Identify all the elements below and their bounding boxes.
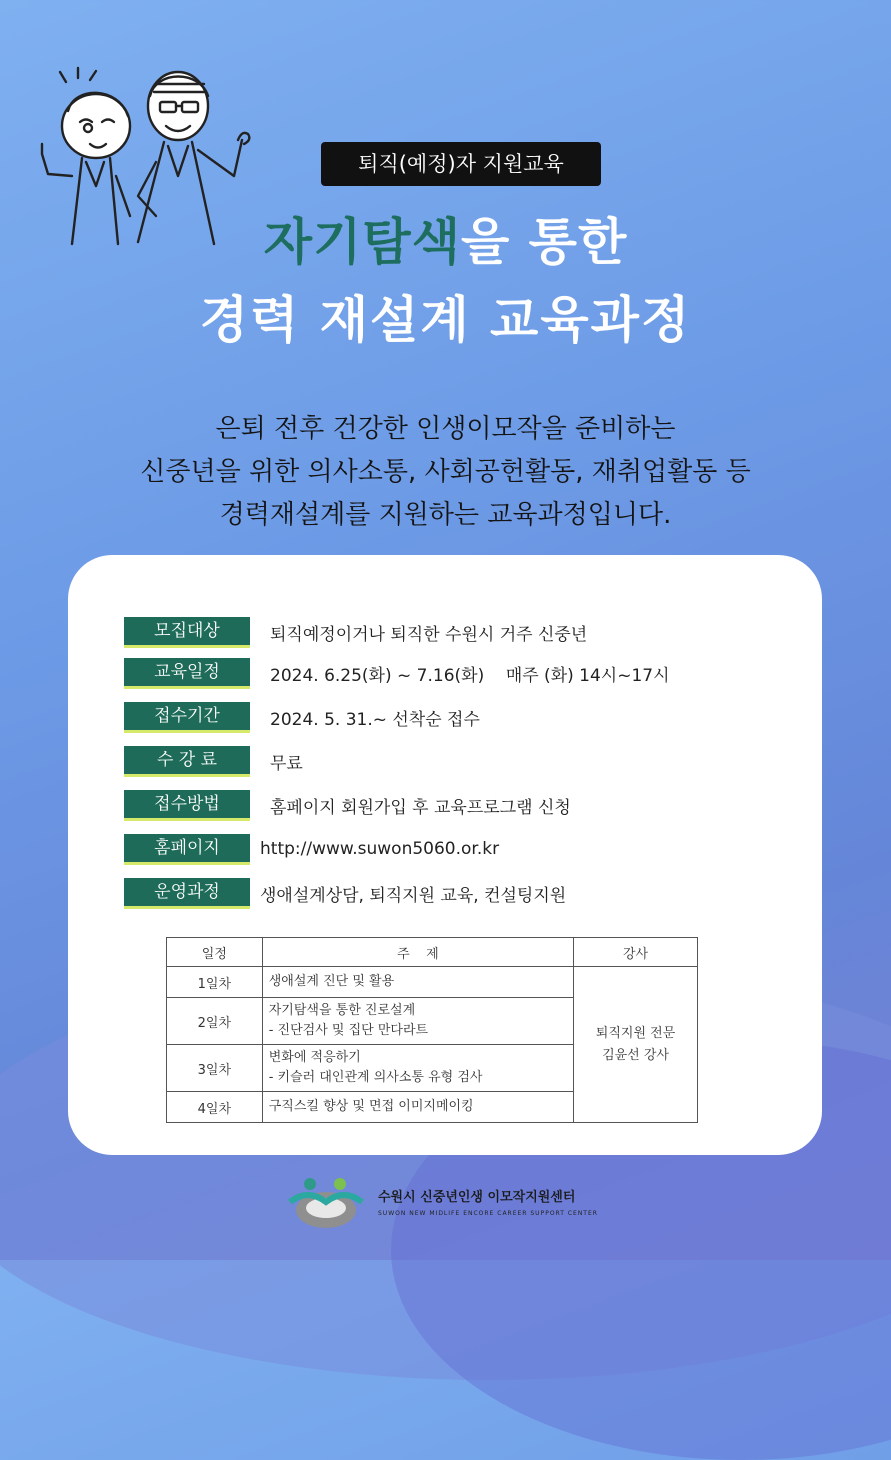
schedule-header-row — [167, 938, 698, 967]
info-row-application-period — [124, 702, 480, 732]
topic-line: 변화에 적응하기 — [268, 1050, 361, 1065]
topic-line: 구직스킬 향상 및 면접 이미지메이킹 — [268, 1099, 474, 1114]
info-row-homepage — [124, 834, 499, 864]
column-header-instructor: 강사 — [574, 938, 698, 967]
info-row-schedule — [124, 658, 670, 688]
description-line: 신중년을 위한 의사소통, 사회공헌활동, 재취업활동 등 — [140, 457, 751, 487]
schedule-day: 2일차 — [167, 998, 263, 1045]
title-rest: 을 통한 — [460, 213, 628, 271]
schedule-topic — [262, 1092, 573, 1123]
center-name: 수원시 신중년인생 이모작지원센터 — [378, 1190, 576, 1205]
info-label: 운영과정 — [124, 878, 250, 909]
homepage-link[interactable]: http://www.suwon5060.or.kr — [260, 839, 500, 859]
info-value: 생애설계상담, 퇴직지원 교육, 컨설팅지원 — [260, 885, 567, 906]
center-logo-icon — [286, 1176, 372, 1232]
info-label: 모집대상 — [124, 617, 250, 648]
info-row-recruit-target — [124, 617, 587, 647]
info-value: 2024. 5. 31.~ 선착순 접수 — [270, 709, 480, 730]
schedule-day: 1일차 — [167, 967, 263, 998]
topic-line: 자기탐색을 통한 진로설계 — [268, 1003, 416, 1018]
schedule-topic — [262, 998, 573, 1045]
info-label: 접수기간 — [124, 702, 250, 733]
main-title-line1 — [0, 202, 891, 274]
footer-logo — [286, 1176, 626, 1232]
description-line: 경력재설계를 지원하는 교육과정입니다. — [219, 500, 672, 530]
schedule-topic — [262, 967, 573, 998]
description-line: 은퇴 전후 건강한 인생이모작을 준비하는 — [215, 414, 676, 444]
schedule-day: 3일차 — [167, 1045, 263, 1092]
info-card — [68, 555, 822, 1155]
schedule-instructor — [574, 967, 698, 1123]
topic-subline: - 진단검사 및 집단 만다라트 — [268, 1023, 429, 1038]
main-title-line2: 경력 재설계 교육과정 — [199, 291, 692, 349]
info-label: 홈페이지 — [124, 834, 250, 865]
column-header-topic: 주 제 — [262, 938, 573, 967]
topic-line: 생애설계 진단 및 활용 — [268, 974, 395, 989]
topic-subline: - 키슬러 대인관계 의사소통 유형 검사 — [268, 1070, 483, 1085]
info-row-operating-courses — [124, 878, 566, 908]
info-value: 홈페이지 회원가입 후 교육프로그램 신청 — [270, 797, 571, 818]
program-category-tag: 퇴직(예정)자 지원교육 — [321, 142, 601, 186]
info-value: 2024. 6.25(화) ~ 7.16(화) 매주 (화) 14시~17시 — [270, 665, 670, 686]
info-row-fee — [124, 746, 303, 776]
schedule-topic — [262, 1045, 573, 1092]
center-english-name: SUWON NEW MIDLIFE ENCORE CAREER SUPPORT CENTER — [378, 1210, 598, 1217]
table-row — [167, 967, 698, 998]
info-label: 수 강 료 — [124, 746, 250, 777]
info-value: 무료 — [270, 753, 303, 774]
instructor-title: 퇴직지원 전문 — [595, 1025, 676, 1041]
info-label: 접수방법 — [124, 790, 250, 821]
info-row-application-method — [124, 790, 571, 820]
title-highlight: 자기탐색 — [263, 213, 461, 271]
info-label: 교육일정 — [124, 658, 250, 689]
program-description — [0, 408, 891, 537]
schedule-table — [166, 937, 698, 1123]
schedule-day: 4일차 — [167, 1092, 263, 1123]
column-header-day: 일정 — [167, 938, 263, 967]
instructor-name: 김윤선 강사 — [602, 1047, 669, 1063]
info-value: 퇴직예정이거나 퇴직한 수원시 거주 신중년 — [270, 624, 588, 645]
